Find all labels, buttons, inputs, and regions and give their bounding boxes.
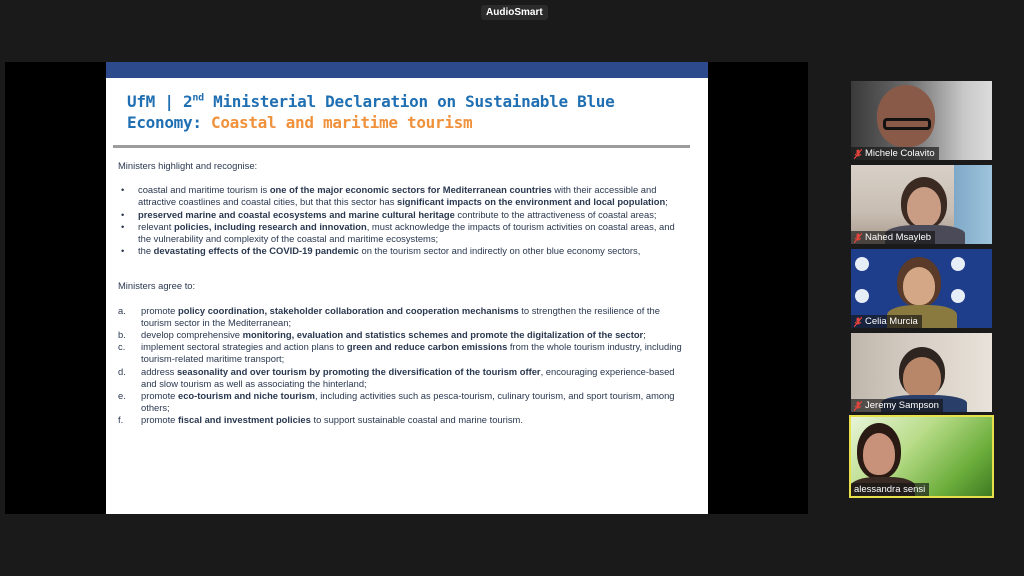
emphasis-text: preserved marine and coastal ecosystems and marine cultural heritage (138, 208, 455, 220)
logo-icon (855, 257, 869, 271)
bullet-item (118, 184, 686, 208)
body-text: promote (141, 414, 178, 426)
emphasis-text: green and reduce carbon emissions (346, 341, 508, 353)
body-text: contribute to the attractiveness of coastal areas; (454, 208, 657, 220)
emphasis-text: policies, including research and innovation (173, 220, 367, 232)
body-text: , must acknowledge the impacts of tourism activities on coastal areas, and the vulnerability and complexity of the coastal and maritime ecosystems; (138, 220, 675, 245)
participant-tile[interactable] (851, 165, 992, 244)
mic-muted-icon (854, 233, 862, 243)
active-speaker-label: AudioSmart (481, 5, 548, 20)
list-marker: • (121, 220, 125, 232)
title-divider (113, 145, 690, 148)
title-accent: Coastal and maritime tourism (211, 113, 473, 132)
slide-header-bar (106, 62, 708, 78)
emphasis-text: seasonality and over tourism by promoting the diversification of the tourism offer (176, 365, 541, 377)
body-text: from the whole tourism industry, including tourism-related maritime transport; (141, 341, 682, 365)
participant-name: Jeremy Sampson (865, 400, 939, 411)
glasses (883, 118, 931, 130)
body-text: implement sectoral strategies and action plans to (141, 341, 347, 353)
list-marker: f. (118, 414, 124, 426)
participant-name: Celia Murcia (865, 316, 918, 327)
emphasis-text: devastating effects of the COVID-19 pandemic (153, 245, 359, 257)
logo-icon (951, 257, 965, 271)
body-text: ; (665, 196, 668, 208)
participant-face (903, 357, 941, 399)
list-marker: a. (118, 304, 126, 316)
emphasis-text: fiscal and investment policies (178, 414, 311, 426)
body-text: promote (141, 304, 178, 316)
list-marker: • (121, 184, 125, 196)
body-text: to support sustainable coastal and marine tourism. (310, 414, 523, 426)
participant-name-label (851, 231, 935, 244)
participant-tile-active[interactable] (849, 415, 994, 498)
agree-item (118, 414, 686, 426)
slide-body (118, 160, 686, 427)
title-line1: Ministerial Declaration on Sustainable Blue (203, 92, 615, 111)
participant-name-label (851, 483, 929, 496)
participant-face (863, 433, 895, 475)
bullet-item (118, 209, 686, 221)
body-text: to strengthen the resilience of the tourism sector in the Mediterranean; (141, 304, 660, 328)
logo-icon (951, 289, 965, 303)
participant-face (903, 267, 935, 305)
title-line2: Economy: (127, 113, 211, 132)
intro-highlight: Ministers highlight and recognise: (118, 160, 258, 171)
mic-muted-icon (854, 401, 862, 411)
highlight-list (118, 184, 686, 257)
body-text: coastal and maritime tourism is (138, 184, 270, 196)
participant-tile[interactable] (851, 333, 992, 412)
body-text: , including activities such as pesca-tourism, culinary tourism, and sport tourism, among others; (141, 390, 675, 414)
agree-item (118, 390, 686, 414)
body-text: address (141, 365, 177, 377)
list-marker: d. (118, 365, 126, 377)
emphasis-text: monitoring, evaluation and statistics schemes and promote the digitalization of the sector (242, 329, 644, 341)
slide-title (127, 91, 697, 133)
participant-head (877, 85, 935, 147)
participant-tile[interactable] (851, 249, 992, 328)
body-text: with their accessible and attractive coastlines and coastal cities, but that this sector has (138, 184, 657, 208)
body-text: on the tourism sector and indirectly on other blue economy sectors, (358, 245, 641, 257)
mic-muted-icon (854, 317, 862, 327)
list-marker: • (121, 245, 125, 257)
participant-name-label (851, 399, 943, 412)
emphasis-text: eco-tourism and niche tourism (178, 390, 315, 402)
body-text: relevant (138, 220, 174, 232)
agree-item (118, 366, 686, 390)
emphasis-text: significant impacts on the environment and local population (396, 196, 666, 208)
intro-agree: Ministers agree to: (118, 280, 196, 292)
participant-name: Nahed Msayleb (865, 232, 932, 243)
body-text: ; (643, 329, 646, 341)
bullet-item (118, 221, 686, 245)
agree-item (118, 329, 686, 341)
body-text: promote (141, 390, 178, 402)
participant-face (907, 187, 941, 227)
emphasis-text: policy coordination, stakeholder collaboration and cooperation mechanisms (178, 304, 519, 316)
screen-share-area[interactable] (5, 62, 808, 514)
bullet-item (118, 245, 686, 257)
mic-muted-icon (854, 149, 862, 159)
list-marker: • (121, 208, 125, 220)
participant-name: Michele Colavito (865, 148, 935, 159)
body-text: , encouraging experience-based and slow tourism as well as associating the hinterland; (141, 365, 675, 389)
presentation-slide (106, 62, 708, 514)
body-text: the (138, 245, 154, 257)
participant-name: alessandra sensi (854, 484, 926, 495)
logo-icon (855, 289, 869, 303)
title-superscript: nd (192, 92, 204, 104)
agree-list (118, 305, 686, 427)
participant-name-label (851, 315, 922, 328)
body-text: develop comprehensive (141, 329, 243, 341)
title-prefix: UfM | 2 (127, 92, 193, 111)
list-marker: e. (118, 390, 126, 402)
participant-tile[interactable] (851, 81, 992, 160)
agree-item (118, 305, 686, 329)
participant-name-label (851, 147, 939, 160)
list-marker: b. (118, 329, 126, 341)
list-marker: c. (118, 341, 126, 353)
agree-item (118, 341, 686, 365)
emphasis-text: one of the major economic sectors for Mediterranean countries (269, 184, 552, 196)
